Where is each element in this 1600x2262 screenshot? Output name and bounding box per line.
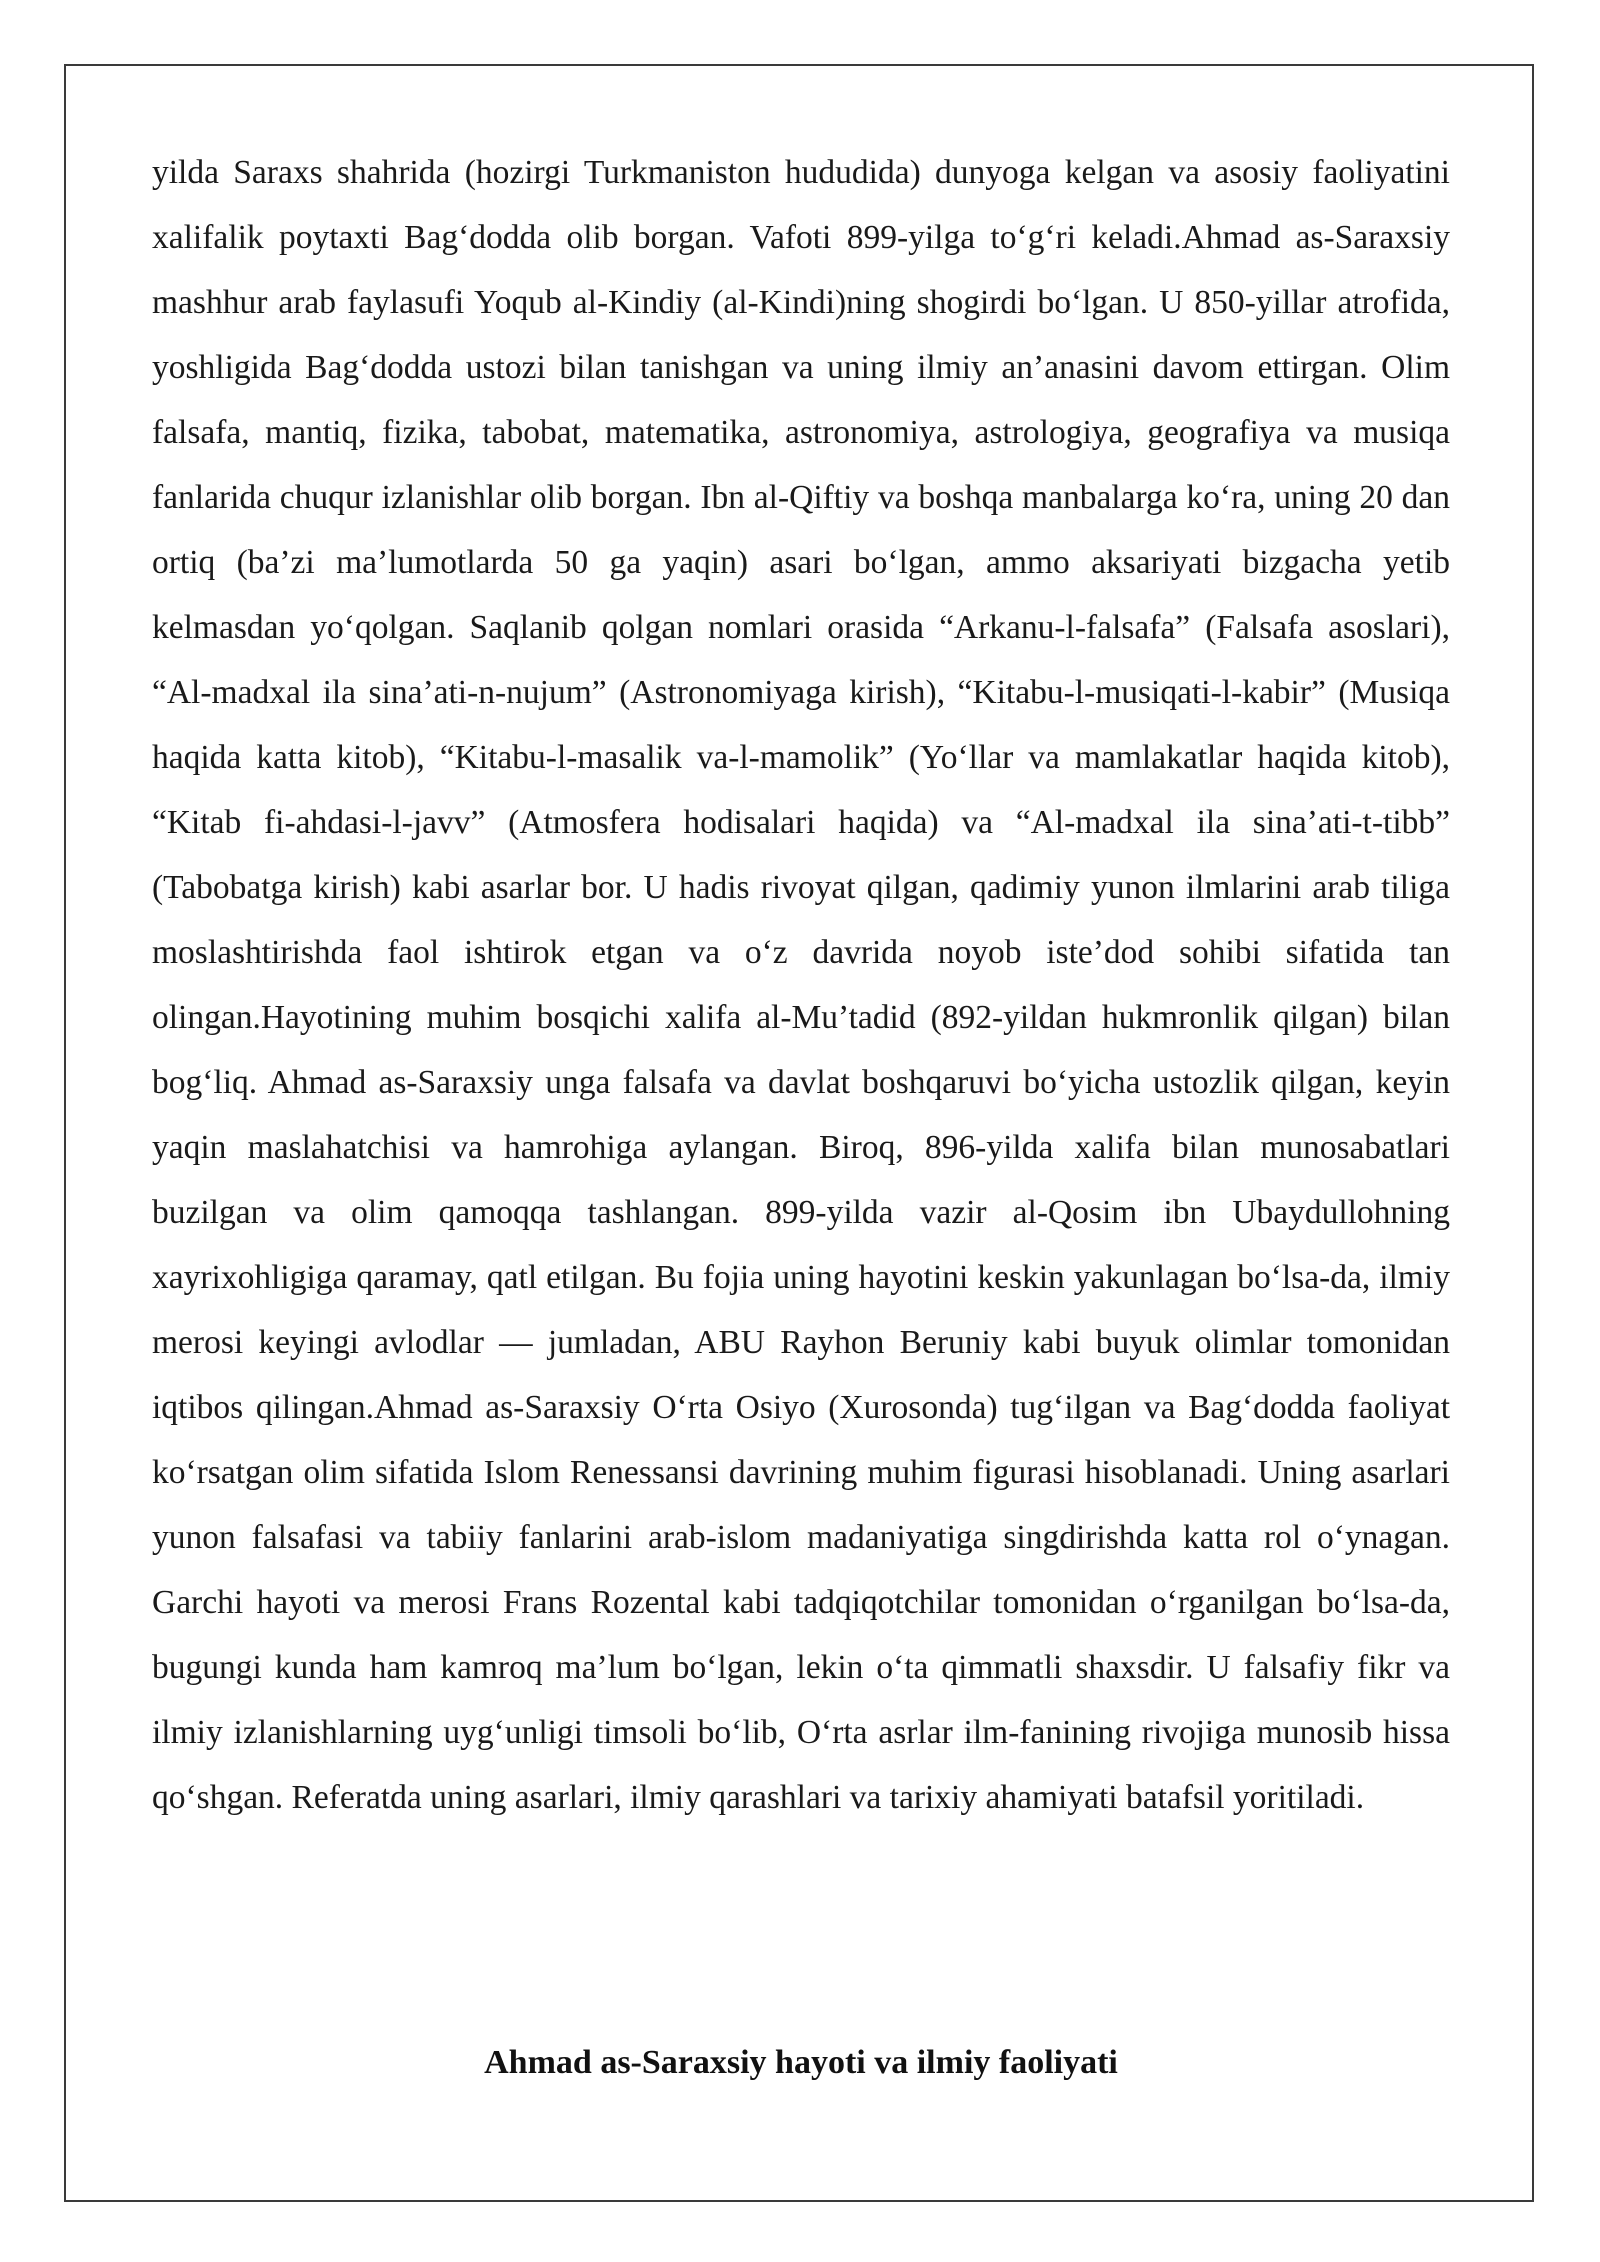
section-heading: Ahmad as-Saraxsiy hayoti va ilmiy faoliyati [484, 2044, 1118, 2081]
body-paragraph: yilda Saraxs shahrida (hozirgi Turkmaniston hududida) dunyoga kelgan va asosiy faoliyatini xalifalik poytaxti Bag‘dodda olib borgan. Vafoti 899-yilga to‘g‘ri keladi.Ahmad as-Saraxsiy mashhur arab faylasufi Yoqub al-Kindiy (al-Kindi)ning shogirdi bo‘lgan. U 850-yillar atrofida, yoshligida Bag‘dodda ustozi bilan tanishgan va uning ilmiy an’anasini davom ettirgan. Olim falsafa, mantiq, fizika, tabobat, matematika, astronomiya, astrologiya, geografiya va musiqa fanlarida chuqur izlanishlar olib borgan. Ibn al-Qiftiy va boshqa manbalarga ko‘ra, uning 20 dan ortiq (ba’zi ma’lumotlarda 50 ga yaqin) asari bo‘lgan, ammo aksariyati bizgacha yetib kelmasdan yo‘qolgan. Saqlanib qolgan nomlari orasida “Arkanu-l-falsafa” (Falsafa asoslari), “Al-madxal ila sina’ati-n-nujum” (Astronomiyaga kirish), “Kitabu-l-musiqati-l-kabir” (Musiqa haqida katta kitob), “Kitabu-l-masalik va-l-mamolik” (Yo‘llar va mamlakatlar haqida kitob), “Kitab fi-ahdasi-l-javv” (Atmosfera hodisalari haqida) va “Al-madxal ila sina’ati-t-tibb” (Tabobatga kirish) kabi asarlar bor. U hadis rivoyat qilgan, qadimiy yunon ilmlarini arab tiliga moslashtirishda faol ishtirok etgan va o‘z davrida noyob iste’dod sohibi sifatida tan olingan.Hayotining muhim bosqichi xalifa al-Mu’tadid (892-yildan hukmronlik qilgan) bilan bog‘liq. Ahmad as-Saraxsiy unga falsafa va davlat boshqaruvi bo‘yicha ustozlik qilgan, keyin yaqin maslahatchisi va hamrohiga aylangan. Biroq, 896-yilda xalifa bilan munosabatlari buzilgan va olim qamoqqa tashlangan. 899-yilda vazir al-Qosim ibn Ubaydullohning xayrixohligiga qaramay, qatl etilgan. Bu fojia uning hayotini keskin yakunlagan bo‘lsa-da, ilmiy merosi keyingi avlodlar — jumladan, ABU Rayhon Beruniy kabi buyuk olimlar tomonidan iqtibos qilingan.Ahmad as-Saraxsiy O‘rta Osiyo (Xurosonda) tug‘ilgan va Bag‘dodda faoliyat ko‘rsatgan olim sifatida Islom Renessansi davrining muhim figurasi hisoblanadi. Uning asarlari yunon falsafasi va tabiiy fanlarini arab-islom madaniyatiga singdirishda katta rol o‘ynagan. Garchi hayoti va merosi Frans Rozental kabi tadqiqotchilar tomonidan o‘rganilgan bo‘lsa-da, bugungi kunda ham kamroq ma’lum bo‘lgan, lekin o‘ta qimmatli shaxsdir. U falsafiy fikr va ilmiy izlanishlarning uyg‘unligi timsoli bo‘lib, O‘rta asrlar ilm-fanining rivojiga munosib hissa qo‘shgan. Referatda uning asarlari, ilmiy qarashlari va tarixiy ahamiyati batafsil yoritiladi. [152, 154, 1450, 1816]
